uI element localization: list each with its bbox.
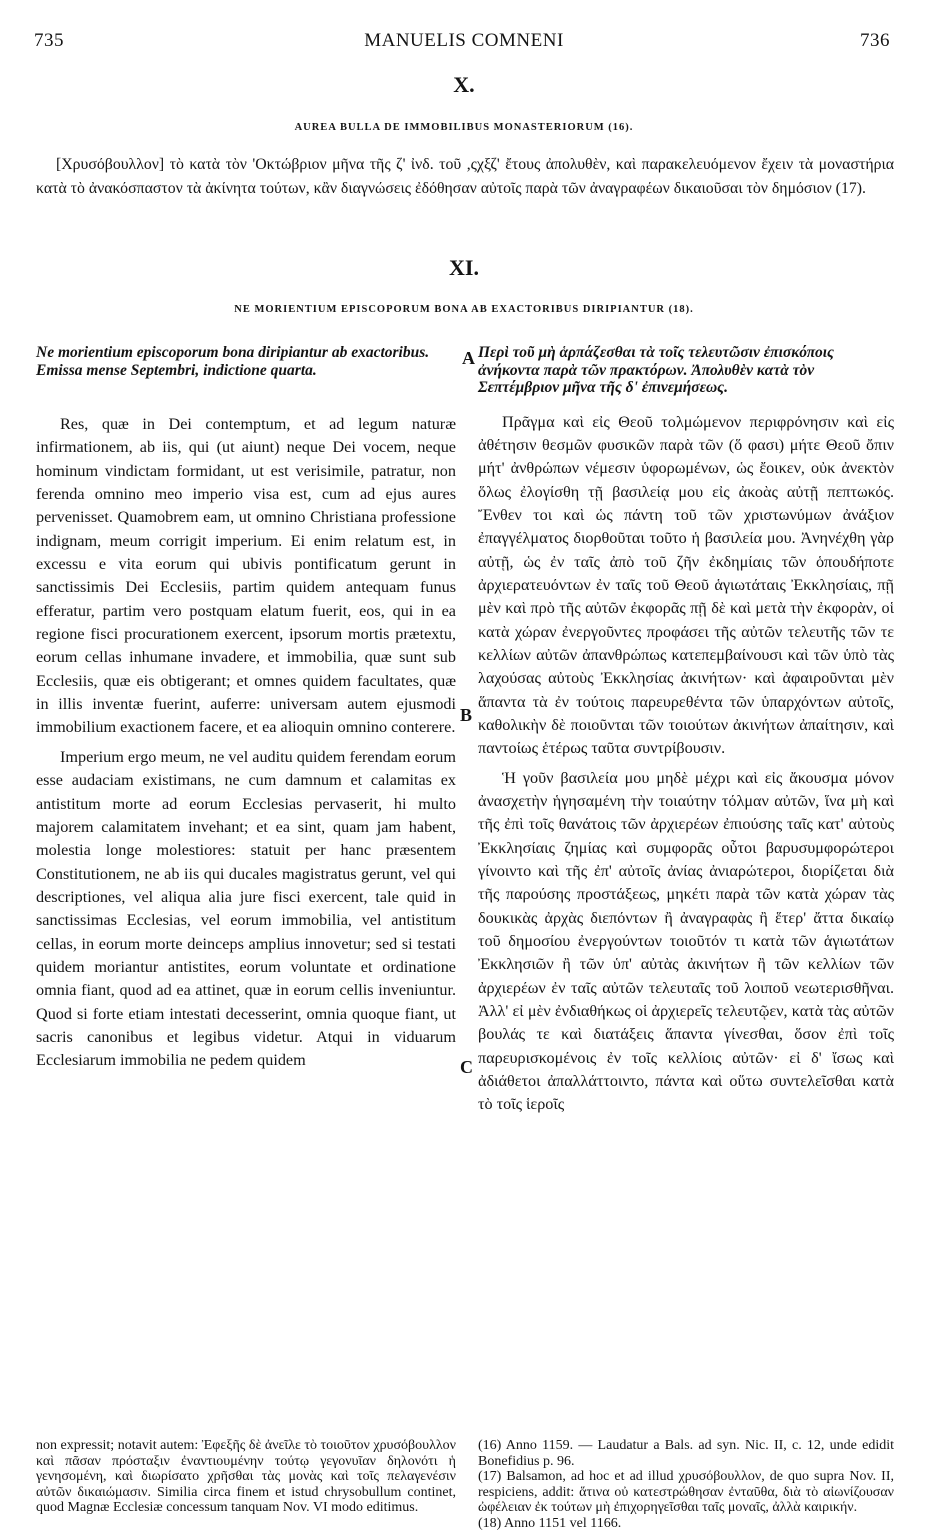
page-number-right: 736	[860, 30, 890, 51]
greek-paragraph-2: Ἡ γοῦν βασιλεία μου μηδὲ μέχρι καὶ εἰς ἄκουσμα μόνον ἀνασχετὴν ἡγησαμένη τὴν τοιαύτην τόλμαν αὐτῶν, ἵνα μὴ καὶ τῆς ἐπὶ τοῖς θανάτοις τῶν ἀρχιερέων ἐπιούσης ταῖς κατ' αὐτοὺς Ἐκκλησίαις ζημίας καὶ συμφορᾶς οὗτοι βαρυσυμφορώτεροι γίνοιντο καὶ τῆς ἐπ' αὐτοῖς ἀνίας ἀνιαρώτεροι, διορίζεται διὰ τῆς παρούσης προστάξεως, μηκέτι παρὰ τῶν κατὰ χώραν τὰς δουκικὰς ἀρχὰς διεπόντων ἢ ἀναγραφὰς ἢ ἕτερ' ἄττα δικαίῳ τοῦ δημοσίου ἐνεργούντων τοιοῦτόν τι κατὰ τῶν ἁγιωτάτων Ἐκκλησιῶν ἢ τῶν ὑπ' αὐτὰς ἀκινήτων ἢ τῶν κελλίων τῶν ἀρχιερέων ἐν ταῖς αὐτῶν τελευταῖς τοῦ λοιποῦ νεωτερισθῆναι. Ἀλλ' εἰ μὲν ἐνδιαθήκως οἱ ἀρχιερεῖς τελευτῷεν, κατὰ τὰς αὐτῶν βουλάς τε καὶ διατάξεις ἅπαντα γίνεσθαι, ὅσον ἐπὶ τοῖς παρευρισκομένοις ἐν τοῖς κελλίοις αὐτῶν· εἰ δ' ἴσως καὶ ἀδιάθετοι ἀπαλλάττοιντο, πάντα καὶ οὕτω συντελεῖσθαι κατὰ τὸ τοῖς ἱεροῖς	[478, 768, 894, 1114]
footnote-17: (17) Balsamon, ad hoc et ad illud χρυσόβουλλον, de quo supra Nov. II, respiciens, addit: ἅτινα οὐ κατεστρώθησαν ἐνταῦθα, διὰ τὸ αἰωνίζουσαν ὠφέλειαν ἐκ τούτων μὴ ἐπιχορηγεῖσθαι ταῖς μοναῖς, ἀλλὰ καιρικήν.	[478, 1469, 894, 1516]
section-x-title: AUREA BULLA DE IMMOBILIBUS MONASTERIORUM (16).	[294, 122, 634, 133]
section-xi-number: XI.	[449, 255, 479, 280]
section-x-number: X.	[453, 72, 475, 97]
footnote-continuation: non expressit; notavit autem: Ἐφεξῆς δὲ ἀνεῖλε τὸ τοιοῦτον χρυσόβουλλον καὶ πᾶσαν πρόσταξιν ἐναντιουμένην τούτῳ γεγονυῖαν δηλονότι ἡ γενησομένη, καὶ διωρίσατο χρῆσθαι τὰς μονὰς καὶ τοῖς πελαγενέσιν αὐτῶν δικαιώμασιν. Similia circa finem et istud chrysobullum continet, quod Magnæ Ecclesiæ concessum tanquam Nov. VI modo editimus.	[36, 1438, 456, 1516]
footnote-18: (18) Anno 1151 vel 1166.	[478, 1515, 622, 1531]
latin-paragraph-1: Res, quæ in Dei contemptum, et ad legum naturæ infirmationem, ab iis, qui (ut aiunt) neque Dei vocem, neque hominum vindictam formidant, ut est verisimile, patratur, non ferenda omnino meo imperio visa est, cum ad ejus aures pervenisset. Quamobrem eam, ut omnino Christiana professione indignam, meum corrigit imperium. Ei enim relatum est, in excessu e vita eorum qui ubivis pontificatum gerunt in sanctissimis Dei Ecclesiis, partim quidem antequam funus efferatur, partim vero postquam elatum fuerit, eos, qui in ea regione fisci procurationem exercent, ipsorum mortis prætextu, eorum cellas inhumane invadere, et immobilia, quæ sunt sub Ecclesiis, quæ eis obtigerant; et omnes quidem facultates, quæ in illis inventæ fuerint, auferre: universam autem ejusmodi immobilium exactionem facere, et ea alioquin omnino conterere.	[36, 415, 456, 737]
footnote-left-block	[36, 1438, 456, 1516]
section-xi-title: NE MORIENTIUM EPISCOPORUM BONA AB EXACTORIBUS DIRIPIANTUR (18).	[234, 304, 694, 315]
margin-letter-c: C	[460, 1057, 473, 1077]
margin-letter-b: B	[460, 705, 473, 725]
page-number-left: 735	[34, 30, 64, 51]
greek-column	[478, 344, 894, 1117]
latin-paragraph-2: Imperium ergo meum, ne vel auditu quidem ferendam eorum esse audaciam existimans, ne cum damnum et calamitas ex antistitum morte ad eorum Ecclesias pervaserit, hi multo majorem calamitatem invehant; et ea sint, quam jam habent, molestia longe molestiores: statuit per hanc præsentem Constitutionem, ne ab iis qui ducales magistratus gerunt, vel qui descriptiones, vel aliqua alia jure fisci exercent, tale quid in sanctissimas Ecclesias, vel eorum immobilia, vel antistitum cellas, in eorum morte deinceps amplius innovetur; sed si testati quidem moriantur antistites, eorum voluntate et ordinatione omnia fiant, quod ad ea attinet, quæ in eorum cellis inveniuntur. Quod si forte etiam intestati decesserint, omnia quoque fiant, ut sacris canonibus et legibus videtur. Atqui in viduarum Ecclesiarum immobilia ne pedem quidem	[36, 747, 456, 1070]
section-x-text: [Χρυσόβουλλον] τὸ κατὰ τὸν 'Οκτώβριον μῆνα τῆς ζ' ἰνδ. τοῦ ,ςχξζ' ἔτους ἀπολυθὲν, καὶ παρακελευόμενον ἔχειν τὰ μοναστήρια κατὰ τὸ ἀνακόσπαστον τὰ ἀκίνητα τούτων, κἂν διαγνώσεις ἐδόθησαν αὐτοῖς παρὰ τῶν ἀναγραφέων δικαιοῦσαι τὸν δημόσιον (17).	[36, 156, 894, 197]
footnote-right-block	[478, 1438, 894, 1532]
running-title: MANUELIS COMNENI	[364, 30, 564, 51]
greek-heading: Περὶ τοῦ μὴ ἁρπάζεσθαι τὰ τοῖς τελευτῶσιν ἐπισκόποις ἀνήκοντα παρὰ τῶν πρακτόρων. Ἀπολυθὲν κατὰ τὸν Σεπτέμβριον μῆνα τῆς δ' ἐπινεμήσεως.	[478, 344, 834, 396]
margin-letter-a: A	[462, 348, 475, 368]
greek-paragraph-1: Πρᾶγμα καὶ εἰς Θεοῦ τολμώμενον περιφρόνησιν καὶ εἰς ἀθέτησιν θεσμῶν φυσικῶν παρὰ τῶν (ὅ φασι) μήτε Θεοῦ ὄπιν μήτ' ἀνθρώπων νέμεσιν ὑφορωμένων, ὡς ἔοικεν, οὐκ ἀνεκτὸν ὅλως ἐλογίσθη τῇ βασιλείᾳ μου εἰς ἀκοὰς αὐτῇ πεπτωκός. Ἔνθεν τοι καὶ ὡς πάντη τοῦ τῶν χριστωνύμων ἀνάξιον ἐπαγγέλματος διορθοῦται τοῦτο ἡ βασιλεία μου. Ἀνηνέχθη γὰρ αὐτῇ, ὡς ἐν ταῖς ἀπὸ τοῦ ζῆν ἐκδημίαις τῶν ὁπουδήποτε ἀρχιερατευόντων ἐν ταῖς τοῦ Θεοῦ ἁγιωτάταις Ἐκκλησίαις, πῇ μὲν καὶ πρὸ τῆς αὐτῶν ἐκφορᾶς πῇ δὲ καὶ μετὰ τὴν ἐκφορὰν, οἱ κατὰ χώραν ἐνεργοῦντες προφάσει τῆς αὐτῶν τελευτῆς τῶν τε κελλίων αὐτῶν ἀπανθρώπως κατεπεμβαίνουσι καὶ τῶν ὑπὸ τὰς λαχούσας αὐτοὺς Ἐκκλησίας ἀκινήτων· καὶ ἀφαιροῦνται μὲν ἅπαντα τὰ ἐν τούτοις παρευρεθέντα τῶν ὑπαρχόντων αὐτοῖς, καθολικὴν δὲ ποιοῦνται τῶν τοιούτων ἀκινήτων ἀπαίτησιν, καὶ παντοίως ἑτέρως ταῦτα συντρίβουσιν.	[478, 412, 894, 758]
footnote-16: (16) Anno 1159. — Laudatur a Bals. ad syn. Nic. II, c. 12, unde edidit Bonefidius p. 96.	[478, 1438, 894, 1469]
latin-column	[36, 344, 456, 1073]
latin-heading: Ne morientium episcoporum bona diripiantur ab exactoribus. Emissa mense Septembri, indictione quarta.	[36, 344, 430, 379]
